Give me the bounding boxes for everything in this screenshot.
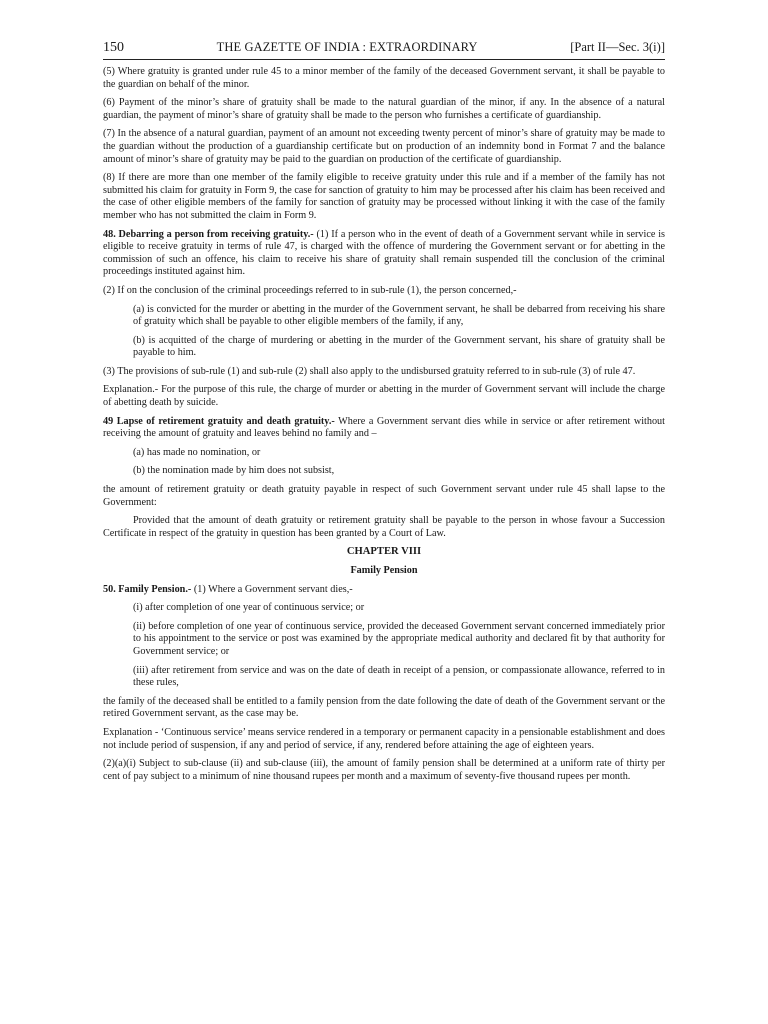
rule-48 (103, 229, 665, 279)
chapter-subheading: Family Pension (350, 565, 418, 576)
rule-50-explanation: Explanation - ‘Continuous service’ means service rendered in a temporary or permanent capacity in a pensionable establishment and does not include period of suspension, if any and period of service, if any, rendered before attaining the age of eighteen years. (103, 726, 665, 751)
rule-48-heading: 48. Debarring a person from receiving gratuity.- (103, 228, 314, 240)
rule-49-b: (b) the nomination made by him does not subsist, (133, 465, 335, 477)
rule-50-ii: (ii) before completion of one year of continuous service, provided the deceased Government servant concerned immediately prior to his appointment to the service or post was examined by the appropriate medical authority and declared fit by that authority for Government service; or (133, 620, 665, 657)
document-body (103, 66, 665, 783)
gazette-page (103, 40, 665, 789)
para-8: (8) If there are more than one member of the family eligible to receive gratuity under this rule and if a member of the family has not submitted his claim for gratuity in Form 9, the case for sanction of gratuity to him may be processed after his claim has been received and the case of other eligible members of the family for sanction of gratuity may be processed without linking it with the case of the family member who has not submitted the claim in Form 9. (103, 172, 665, 221)
gazette-title: THE GAZETTE OF INDIA : EXTRAORDINARY (216, 40, 478, 54)
page-number: 150 (103, 40, 124, 55)
para-5: (5) Where gratuity is granted under rule 45 to a minor member of the family of the deceased Government servant, it shall be payable to the guardian on behalf of the minor. (103, 66, 665, 90)
part-section: [Part II—Sec. 3(i)] (570, 40, 665, 54)
rule-49-text: Where a Government servant dies while in service or after retirement without receiving the amount of gratuity and leaves behind no family and – (103, 415, 665, 440)
rule-48-2a: (a) is convicted for the murder or abetting in the murder of the Government servant, he shall be debarred from receiving his share of gratuity which shall be payable to other eligible members of the family, if any, (133, 303, 665, 328)
rule-49 (103, 416, 665, 441)
rule-48-explanation: Explanation.- For the purpose of this rule, the charge of murder or abetting in the murder of Government servant will include the charge of abetting death by suicide. (103, 384, 665, 409)
rule-50 (103, 584, 665, 597)
rule-50-2: (2)(a)(i) Subject to sub-clause (ii) and sub-clause (iii), the amount of family pension shall be determined at a uniform rate of thirty per cent of pay subject to a minimum of nine thousand rupees per month and a maximum of seventy-five thousand rupees per month. (103, 758, 665, 782)
rule-50-continuation: the family of the deceased shall be entitled to a family pension from the date following the date of death of the Government servant or the retired Government servant, as the case may be. (103, 695, 665, 720)
rule-50-iii: (iii) after retirement from service and was on the date of death in receipt of a pension, or compassionate allowance, referred to in these rules, (133, 664, 665, 689)
rule-48-2: (2) If on the conclusion of the criminal proceedings referred to in sub-rule (1), the person concerned,- (103, 284, 517, 296)
rule-48-text: (1) If a person who in the event of death of a Government servant while in service is eligible to receive gratuity in terms of rule 47, is charged with the offence of murdering the Government servant or for abetting in the commission of such an offence, his claim to receive his share of gratuity shall remain suspended till the conclusion of the criminal proceedings instituted against him. (103, 228, 665, 278)
rule-49-continuation: the amount of retirement gratuity or death gratuity payable in respect of such Government servant under rule 45 shall lapse to the Government: (103, 484, 665, 508)
para-6: (6) Payment of the minor’s share of gratuity shall be made to the natural guardian of the minor, if any. In the absence of a natural guardian, the payment of minor’s share of gratuity shall be made to the person who furnishes a certificate of guardianship. (103, 97, 665, 121)
rule-50-i: (i) after completion of one year of continuous service; or (133, 602, 365, 614)
rule-49-heading: 49 Lapse of retirement gratuity and death gratuity.- (103, 415, 335, 427)
rule-48-2b: (b) is acquitted of the charge of murdering or abetting in the murder of the Government servant, his share of gratuity shall be payable to him. (133, 334, 665, 359)
rule-50-text: (1) Where a Government servant dies,- (191, 583, 353, 595)
rule-50-heading: 50. Family Pension.- (103, 583, 192, 595)
page-header (103, 40, 665, 60)
rule-49-a: (a) has made no nomination, or (133, 446, 261, 458)
rule-49-proviso: Provided that the amount of death gratuity or retirement gratuity shall be payable to the person in whose favour a Succession Certificate in respect of the gratuity in question has been granted by a Court of Law. (103, 515, 665, 539)
chapter-heading: CHAPTER VIII (346, 546, 422, 558)
para-7: (7) In the absence of a natural guardian, payment of an amount not exceeding twenty percent of minor’s share of gratuity may be made to the guardian without the production of a guardianship certificate but on production of an indemnity bond in Format 7 and the balance amount of minor’s share of gratuity may be paid to the guardian on production of the certificate of guardianship. (103, 128, 665, 165)
rule-48-3: (3) The provisions of sub-rule (1) and sub-rule (2) shall also apply to the undisbursed gratuity referred to in sub-rule (3) of rule 47. (103, 365, 636, 377)
